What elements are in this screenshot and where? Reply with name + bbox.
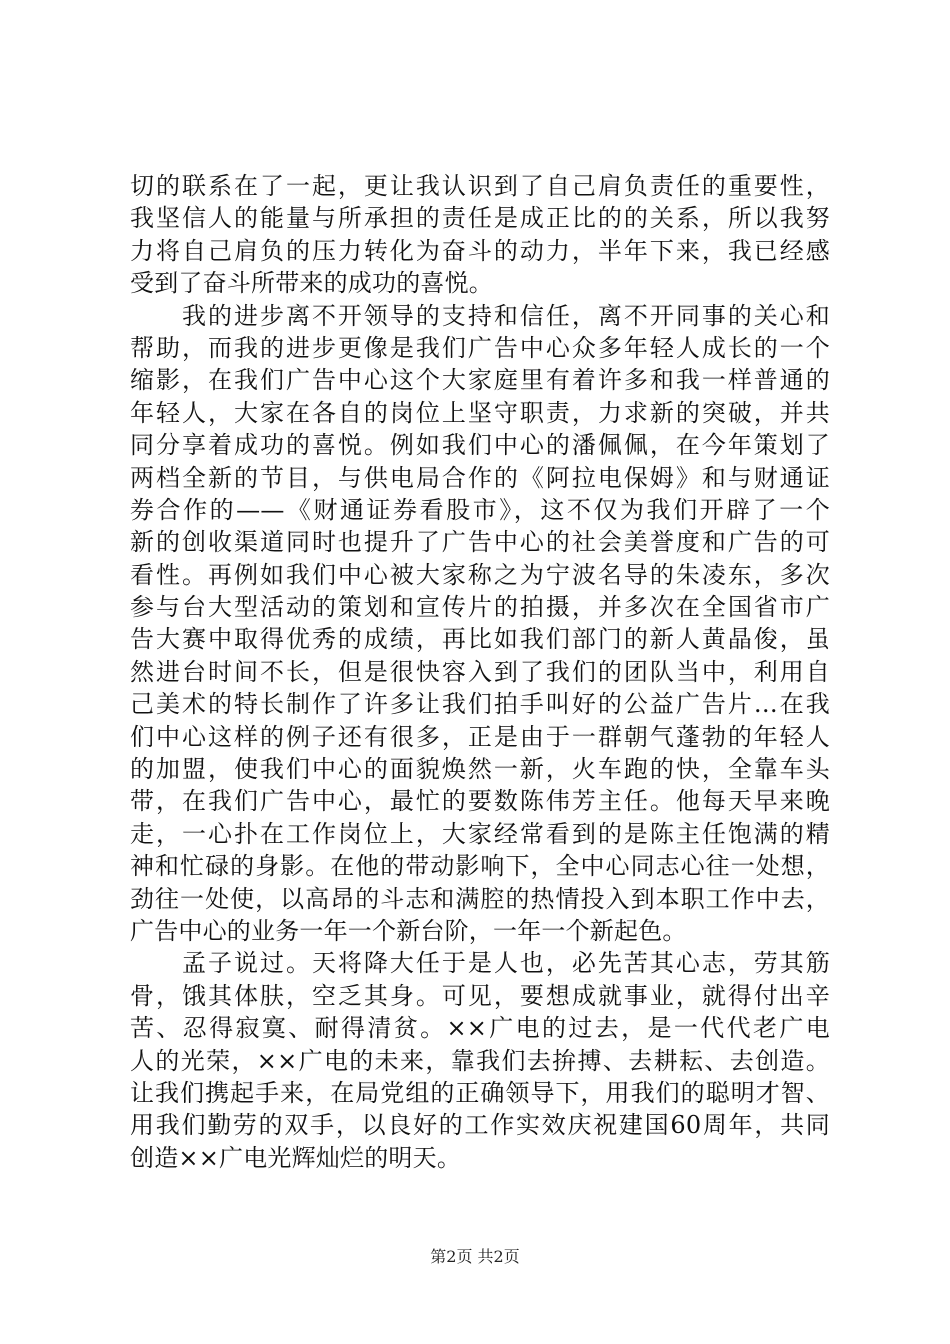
- text-line: 骨，饿其体肤，空乏其身。可见，要想成就事业，就得付出辛: [130, 981, 830, 1010]
- text-line: 我坚信人的能量与所承担的责任是成正比的的关系，所以我努: [130, 204, 830, 233]
- text-line: 新的创收渠道同时也提升了广告中心的社会美誉度和广告的可: [130, 528, 830, 557]
- text-line: 力将自己肩负的压力转化为奋斗的动力，半年下来，我已经感: [130, 236, 830, 265]
- text-line: 劲往一处使，以高昂的斗志和满腔的热情投入到本职工作中去，: [130, 884, 830, 913]
- text-line: 用我们勤劳的双手，以良好的工作实效庆祝建国60周年，共同: [130, 1111, 830, 1140]
- text-line: 然进台时间不长，但是很快容入到了我们的团队当中，利用自: [130, 657, 830, 686]
- text-line: 创造××广电光辉灿烂的明天。: [130, 1143, 462, 1172]
- text-line: 己美术的特长制作了许多让我们拍手叫好的公益广告片…在我: [130, 690, 830, 719]
- text-line: 孟子说过。天将降大任于是人也，必先苦其心志，劳其筋: [130, 949, 830, 978]
- text-line: 参与台大型活动的策划和宣传片的拍摄，并多次在全国省市广: [130, 593, 830, 622]
- text-line: 帮助，而我的进步更像是我们广告中心众多年轻人成长的一个: [130, 333, 830, 362]
- body-text: [130, 170, 830, 1174]
- text-line: 带，在我们广告中心，最忙的要数陈伟芳主任。他每天早来晚: [130, 787, 830, 816]
- text-line: 的加盟，使我们中心的面貌焕然一新，火车跑的快，全靠车头: [130, 755, 830, 784]
- page-footer: 第2页 共2页: [430, 1247, 520, 1266]
- text-line: 受到了奋斗所带来的成功的喜悦。: [130, 269, 493, 298]
- text-line: 年轻人，大家在各自的岗位上坚守职责，力求新的突破，并共: [130, 398, 830, 427]
- text-line: 神和忙碌的身影。在他的带动影响下，全中心同志心往一处想，: [130, 852, 830, 881]
- text-line: 同分享着成功的喜悦。例如我们中心的潘佩佩，在今年策划了: [130, 431, 830, 460]
- text-line: 缩影，在我们广告中心这个大家庭里有着许多和我一样普通的: [130, 366, 830, 395]
- text-line: 看性。再例如我们中心被大家称之为宁波名导的朱凌东，多次: [130, 560, 830, 589]
- text-line: 让我们携起手来，在局党组的正确领导下，用我们的聪明才智、: [130, 1078, 830, 1107]
- text-line: 券合作的——《财通证券看股市》，这不仅为我们开辟了一个: [130, 495, 830, 524]
- text-line: 我的进步离不开领导的支持和信任，离不开同事的关心和: [130, 301, 830, 330]
- text-line: 切的联系在了一起，更让我认识到了自己肩负责任的重要性，: [130, 172, 830, 200]
- text-line: 告大赛中取得优秀的成绩，再比如我们部门的新人黄晶俊，虽: [130, 625, 830, 654]
- text-line: 走，一心扑在工作岗位上，大家经常看到的是陈主任饱满的精: [130, 819, 830, 848]
- text-line: 人的光荣，××广电的未来，靠我们去拚搏、去耕耘、去创造。: [130, 1046, 830, 1075]
- text-line: 广告中心的业务一年一个新台阶，一年一个新起色。: [130, 916, 687, 945]
- text-line: 们中心这样的例子还有很多，正是由于一群朝气蓬勃的年轻人: [130, 722, 830, 751]
- text-line: 两档全新的节目，与供电局合作的《阿拉电保姆》和与财通证: [130, 463, 830, 492]
- text-line: 苦、忍得寂寞、耐得清贫。××广电的过去，是一代代老广电: [130, 1014, 830, 1043]
